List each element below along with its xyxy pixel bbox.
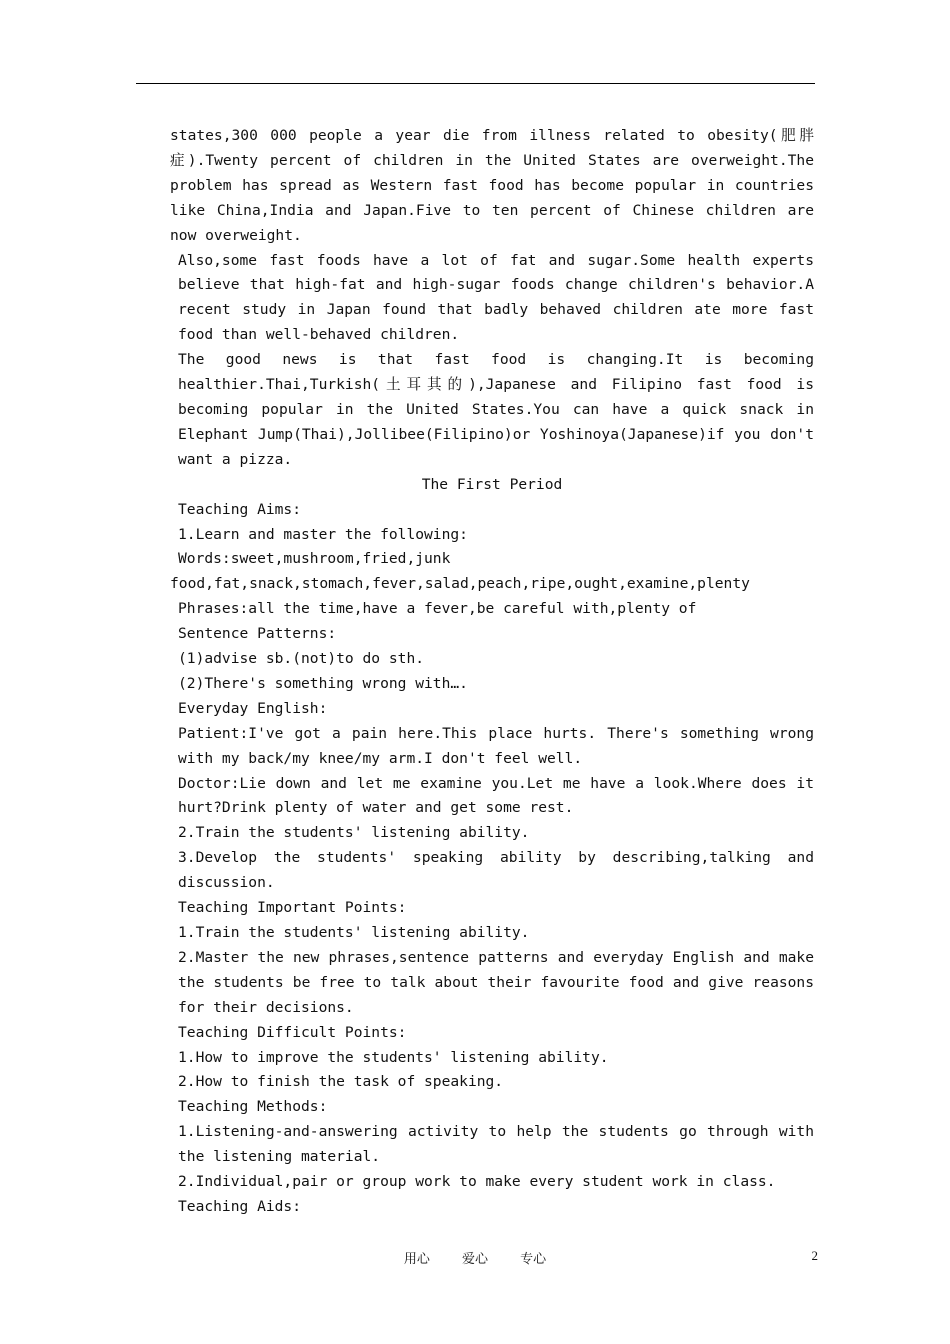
document-body (170, 124, 814, 1220)
footer-motto-3: 专心 (520, 1252, 547, 1267)
difficult-points-heading: Teaching Difficult Points: (178, 1023, 407, 1041)
teaching-methods-heading: Teaching Methods: (178, 1098, 328, 1116)
sentence-pattern-1: (1)advise sb.(not)to do sth. (178, 650, 425, 668)
footer-motto-2: 爱心 (461, 1252, 488, 1267)
important-point-1: 1.Train the students' listening ability. (178, 924, 530, 941)
important-point-2: 2.Master the new phrases,sentence patterns and everyday English and make the students be free to talk about their favourite food and give reasons for their decisions. (178, 948, 814, 1016)
paragraph-obesity: states,300 000 people a year die from illness related to obesity(肥胖症).Twenty percent of children in the United States are overweight.The problem has spread as Western fast food has become popular in countries like China,India and Japan.Five to ten percent of Chinese children are now overweight. (170, 127, 814, 244)
sentence-pattern-2: (2)There's something wrong with…. (178, 674, 468, 692)
paragraph-fat-sugar: Also,some fast foods have a lot of fat and sugar.Some health experts believe that high-fat and high-sugar foods change children's behavior.A recent study in Japan found that badly behaved children ate more fast food than well-behaved children. (178, 251, 814, 344)
section-heading: The First Period (421, 475, 563, 493)
footer-motto-1: 用心 (403, 1252, 430, 1267)
difficult-point-2: 2.How to finish the task of speaking. (178, 1073, 504, 1091)
patient-dialogue: Patient:I've got a pain here.This place hurts. There's something wrong with my back/my knee/my arm.I don't feel well. (178, 724, 814, 767)
words-line: Words:sweet,mushroom,fried,junk (178, 550, 451, 568)
teaching-aids-heading: Teaching Aids: (178, 1197, 302, 1215)
words-line-continued: food,fat,snack,stomach,fever,salad,peach,ripe,ought,examine,plenty (170, 575, 750, 593)
important-points-heading: Teaching Important Points: (178, 899, 407, 917)
method-2: 2.Individual,pair or group work to make every student work in class. (178, 1173, 776, 1191)
aim-1: 1.Learn and master the following: (178, 525, 468, 543)
method-1: 1.Listening-and-answering activity to help the students go through with the listening material. (178, 1123, 814, 1166)
everyday-english-heading: Everyday English: (178, 699, 328, 717)
page-number: 2 (811, 1248, 818, 1263)
aim-2: 2.Train the students' listening ability. (178, 824, 530, 842)
paragraph-good-news: The good news is that fast food is changing.It is becoming healthier.Thai,Turkish(土耳其的),Japanese and Filipino fast food is becoming popular in the United States.You can have a quick snack in Elephant Jump(Thai),Jollibee(Filipino)or Yoshinoya(Japanese)if you don't want a pizza. (178, 351, 814, 468)
phrases-line: Phrases:all the time,have a fever,be careful with,plenty of (178, 600, 697, 618)
teaching-aims-heading: Teaching Aims: (178, 500, 302, 518)
difficult-point-1: 1.How to improve the students' listening ability. (178, 1048, 609, 1066)
sentence-patterns-heading: Sentence Patterns: (178, 625, 337, 643)
aim-3: 3.Develop the students' speaking ability by describing,talking and discussion. (178, 849, 814, 892)
header-rule (136, 83, 815, 84)
doctor-dialogue: Doctor:Lie down and let me examine you.Let me have a look.Where does it hurt?Drink plenty of water and get some rest. (178, 774, 814, 817)
